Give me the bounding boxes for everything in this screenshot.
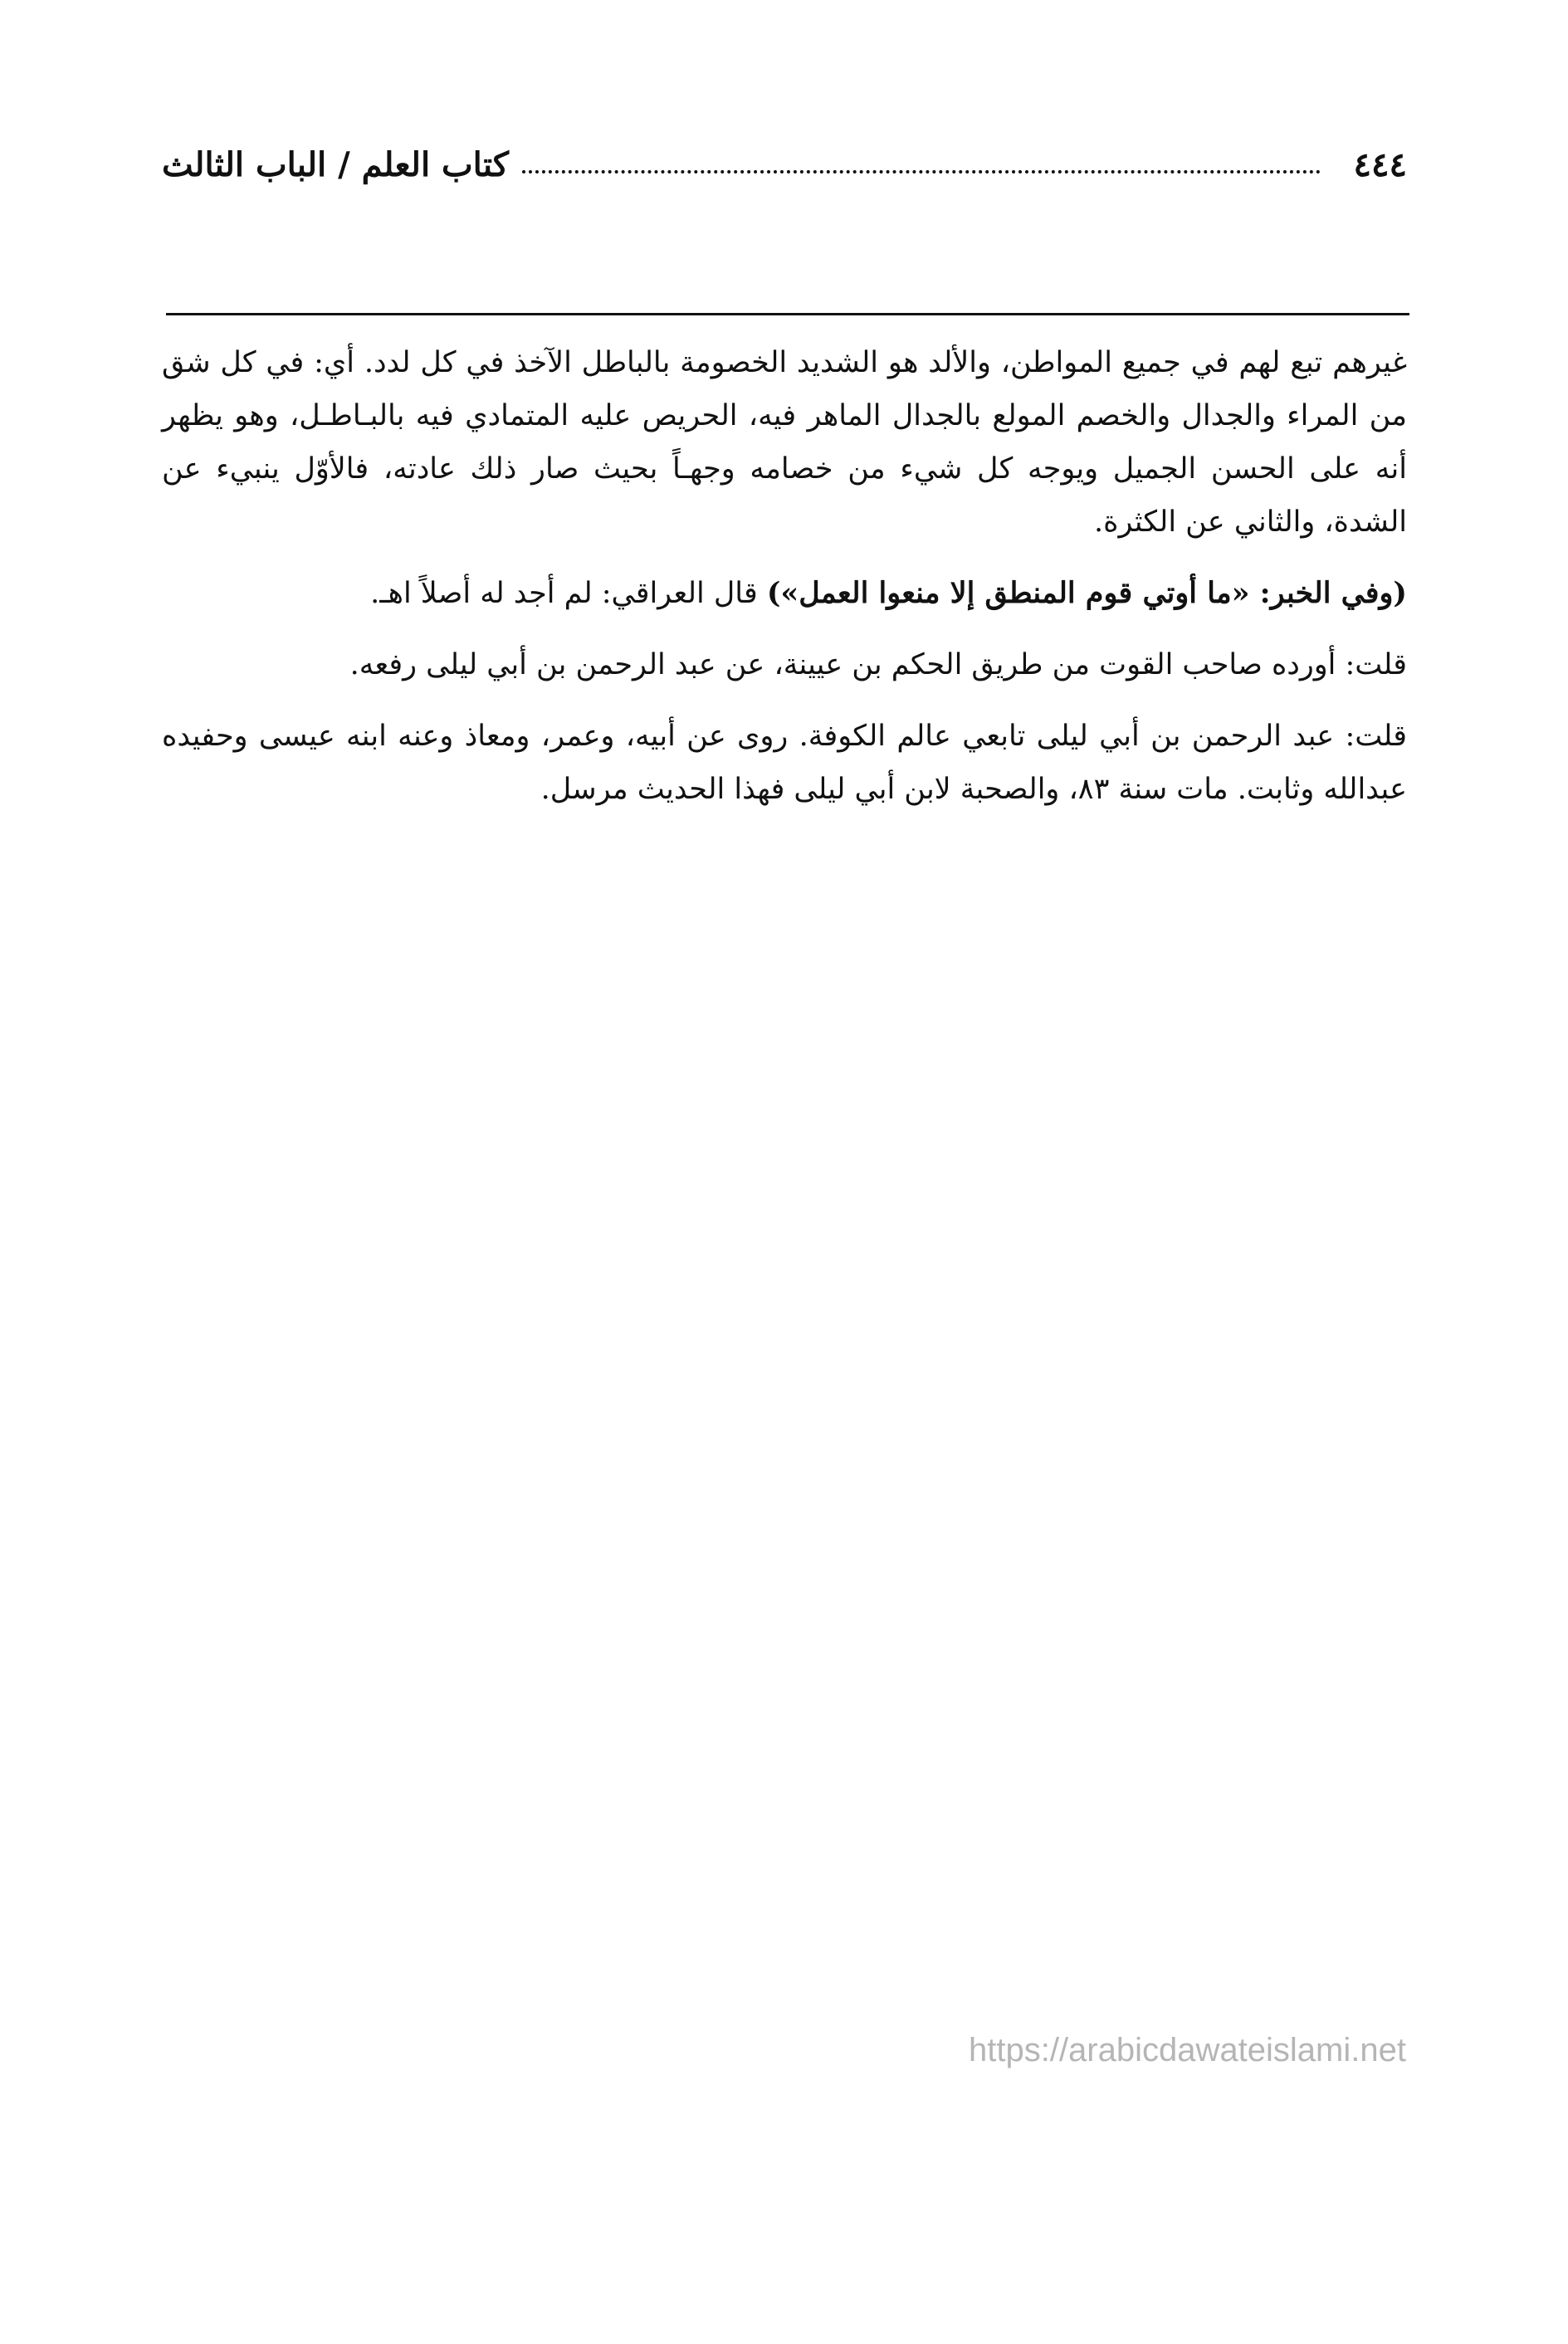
- paragraph-text: قال العراقي: لم أجد له أصلاً اهـ.: [370, 577, 758, 610]
- paragraph-text: غيرهم تبع لهم في جميع المواطن، والألد هو الشديد الخصومة بالباطل الآخذ في كل لدد. أي: في كل شق من المراء والجدال والخصم المولع بالجدال الماهر فيه، الحريص عليه المتمادي فيه بالبـاطـل، وهو يظهر أنه على الحسن الجميل ويوجه كل شيء من خصامه وجهـاً بحيث صار ذلك عادته، فالأوّل ينبيء عن الشدة، والثاني عن الكثرة.: [162, 346, 1407, 539]
- paragraph: [162, 567, 1407, 620]
- paragraph-text: قلت: أورده صاحب القوت من طريق الحكم بن عيينة، عن عبد الرحمن بن أبي ليلى رفعه.: [349, 648, 1407, 681]
- paragraph-text: قلت: عبد الرحمن بن أبي ليلى تابعي عالم الكوفة. روى عن أبيه، وعمر، ومعاذ وعنه ابنه عيسى وحفيده عبدالله وثابت. مات سنة ٨٣، والصحبة لابن أبي ليلى فهذا الحديث مرسل.: [162, 720, 1407, 806]
- body-text: [162, 336, 1407, 834]
- running-header: [162, 139, 1407, 189]
- header-dot-leader: [522, 155, 1321, 173]
- header-title: كتاب العلم / الباب الثالث: [162, 144, 509, 184]
- hadith-quote: (وفي الخبر: «ما أوتي قوم المنطق إلا منعوا العمل»): [766, 576, 1407, 610]
- paragraph: [162, 638, 1407, 691]
- watermark-url: https://arabicdawateislami.net: [969, 2032, 1406, 2068]
- header-rule: [166, 313, 1409, 315]
- paragraph: [162, 710, 1407, 816]
- page-number: ٤٤٤: [1353, 144, 1407, 184]
- paragraph: [162, 336, 1407, 549]
